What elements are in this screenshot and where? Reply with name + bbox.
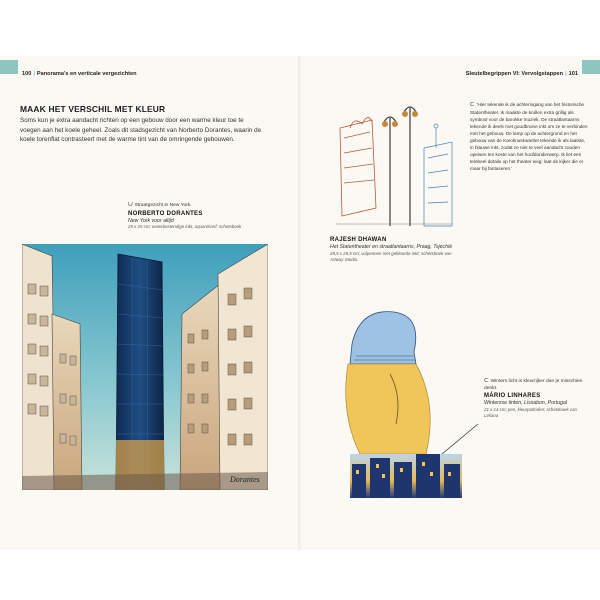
prague-theatre-sketch: [332, 98, 456, 230]
figure-coat: [346, 364, 431, 454]
left-page-tab: [0, 60, 18, 74]
right-page-number: 101: [568, 71, 578, 77]
left-building-2: [52, 314, 82, 490]
artist-name: RAJESH DHAWAN: [330, 237, 387, 243]
artwork-title: New York voor altijd: [128, 217, 174, 224]
section-title: MAAK HET VERSCHIL MET KLEUR: [20, 104, 166, 114]
caption-rajesh: [330, 236, 466, 264]
right-building-2: [218, 244, 268, 490]
artist-quote: [470, 101, 588, 172]
left-running-header: 100 | Panorama's en verticale vergezichten: [22, 71, 137, 77]
artist-signature: Dorantes: [230, 475, 260, 484]
caption-lead: Winters licht is kleurrijker dan je misschien denkt.: [484, 379, 583, 391]
artwork-medium: 21 x 14 cm; pen, kleurpotloden; schetsboek van Leliana: [484, 406, 577, 419]
artwork-title: Het Statentheater en straatlantaarns, Praag, Tsjechië: [330, 244, 453, 250]
right-building: [180, 284, 222, 490]
right-header-title: Sleutelbegrippen VI: Vervolgstappen: [465, 71, 564, 77]
caption-mario: [484, 378, 584, 420]
section-body: Soms kun je extra aandacht richten op een gebouw door een warme kleur toe te voegen aan het koele geheel. Zoals dit stadsgezicht van Norberto Dorantes, waarin de koele torenflat contrasteert met de warme tint van de omringende gebouwen.: [20, 117, 262, 143]
caption-lead: Straatgezicht in New York.: [134, 203, 192, 208]
book-gutter: [298, 56, 302, 550]
artwork-medium: 28,5 x 26,5 cm; vulpennen met gekleurde inkt; schetsboek van Artway Studio.: [330, 250, 452, 263]
artwork-title: Wintersse tinten, Lissabon, Portugal: [484, 400, 567, 407]
artist-name: NORBERTO DORANTES: [128, 210, 203, 217]
lisbon-winter-sketch: [330, 304, 480, 500]
right-page-tab: [582, 60, 600, 74]
left-header-title: Panorama's en verticale vergezichten: [36, 71, 137, 77]
artist-name: MÁRIO LINHARES: [484, 393, 541, 400]
new-york-sketch: [22, 244, 268, 490]
arrow-left-icon: ⮈: [470, 102, 475, 108]
left-page-number: 100: [22, 71, 32, 77]
caption-norberto: [128, 202, 278, 231]
arrow-left-icon: ⮈: [484, 378, 489, 384]
arrow-down-icon: ⮋: [128, 202, 133, 208]
quote-text: 'Hier tekende ik de achteringang van het historische Statentheater. Ik maakte de krullen extra grillig als symbool voor de barokke muziek. De straatlantaarns tekende ik deels met goudbruine inkt om ze te verbinden met het gebouw. De lamp op de achtergrond en het gebouw van de Karolinuskwartiet tekende ik als laatste, in blauwe inkt, zodat ze niet te veel aandacht zouden opeisen ten koste van het hoofdonderwerp. Ik liet een telebeel details op het theater weg; laat de kijker die er maar bij fantaseren.': [470, 102, 588, 171]
artwork-medium: 25 x 25 cm; waterbestendige inkt, aquarelverf; schetsboek: [128, 224, 242, 230]
left-building: [22, 244, 56, 490]
right-running-header: Sleutelbegrippen VI: Vervolgstappen | 101: [465, 71, 578, 77]
